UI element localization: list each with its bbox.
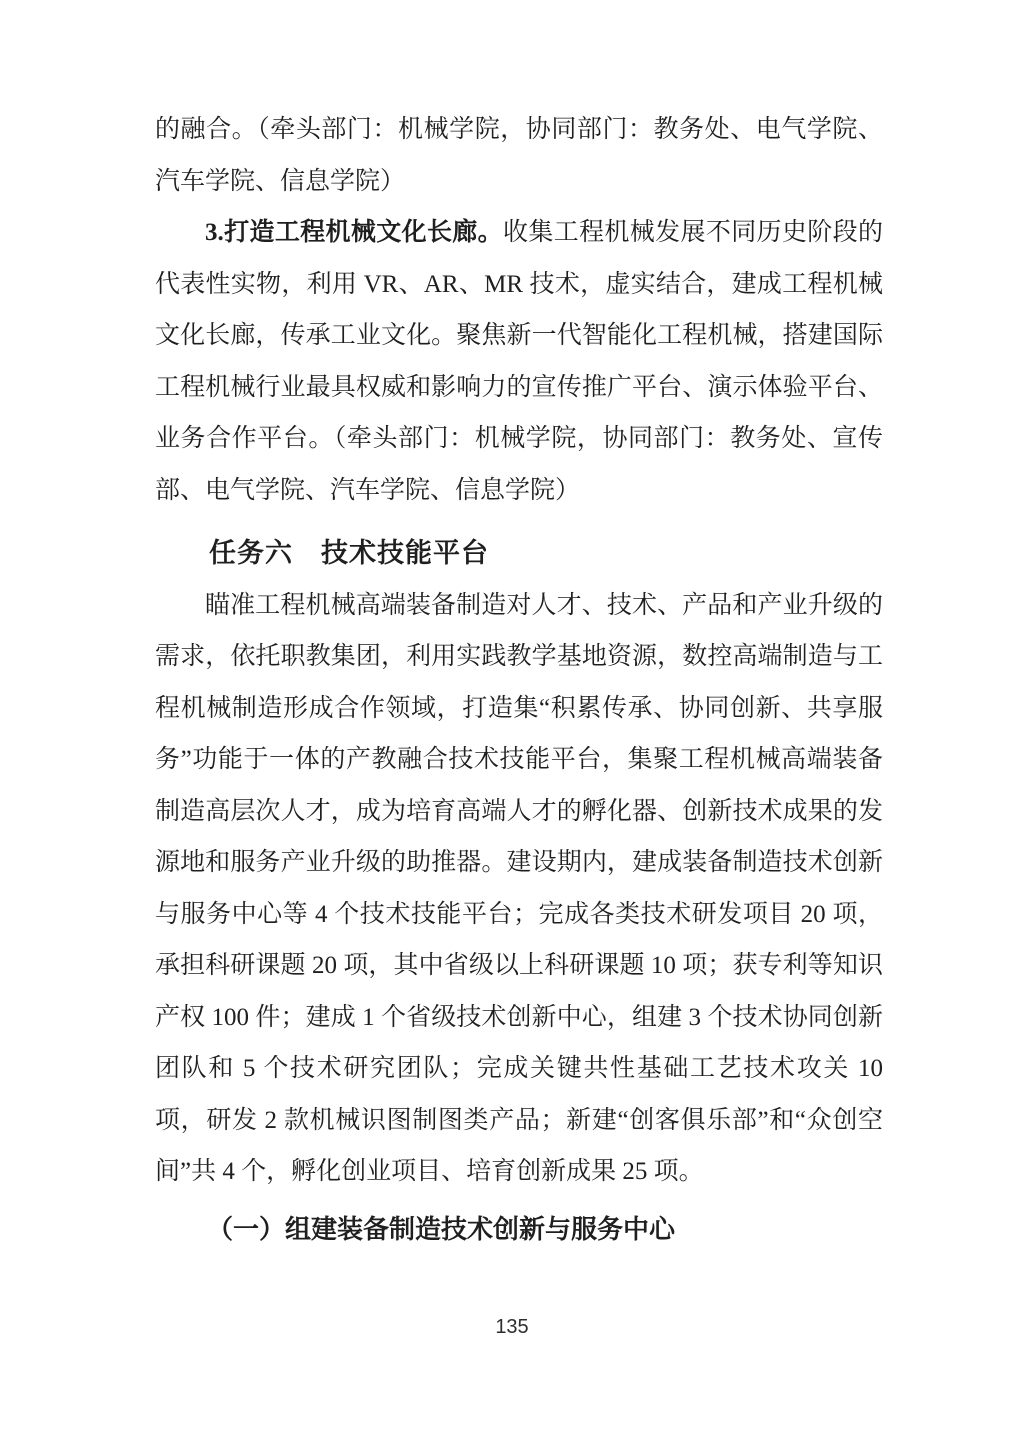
document-body — [155, 104, 883, 1255]
sub-section-heading: （一）组建装备制造技术创新与服务中心 — [207, 1214, 676, 1244]
paragraph-text: 收集工程机械发展不同历史阶段的代表性实物，利用 VR、AR、MR 技术，虚实结合，建成工程机械文化长廊，传承工业文化。聚焦新一代智能化工程机械，搭建国际工程机械行业最具权威和影响力的宣传推广平台、演示体验平台、业务合作平台。（牵头部门：机械学院，协同部门：教务处、宣传部、电气学院、汽车学院、信息学院） — [155, 219, 883, 504]
task-six-heading: 任务六 技术技能平台 — [209, 538, 489, 568]
paragraph-text: 瞄准工程机械高端装备制造对人才、技术、产品和产业升级的需求，依托职教集团，利用实践教学基地资源，数控高端制造与工程机械制造形成合作领域，打造集“积累传承、协同创新、共享服务”功能于一体的产教融合技术技能平台，集聚工程机械高端装备制造高层次人才，成为培育高端人才的孵化器、创新技术成果的发源地和服务产业升级的助推器。建设期内，建成装备制造技术创新与服务中心等 4 个技术技能平台；完成各类技术研发项目 20 项，承担科研课题 20 项，其中省级以上科研课题 10 项；获专利等知识产权 100 件；建成 1 个省级技术创新中心，组建 3 个技术协同创新团队和 5 个技术研究团队；完成关键共性基础工艺技术攻关 10 项，研发 2 款机械识图制图类产品；新建“创客俱乐部”和“众创空间”共 4 个，孵化创业项目、培育创新成果 25 项。 — [155, 591, 883, 1185]
paragraph-bold-lead: 3.打造工程机械文化长廊。 — [205, 219, 504, 246]
body-paragraph — [155, 104, 883, 207]
body-paragraph — [155, 580, 883, 1198]
page-number: 135 — [495, 1316, 529, 1338]
paragraph-text: 的融合。（牵头部门：机械学院，协同部门：教务处、电气学院、汽车学院、信息学院） — [155, 116, 883, 195]
body-paragraph — [155, 207, 883, 516]
